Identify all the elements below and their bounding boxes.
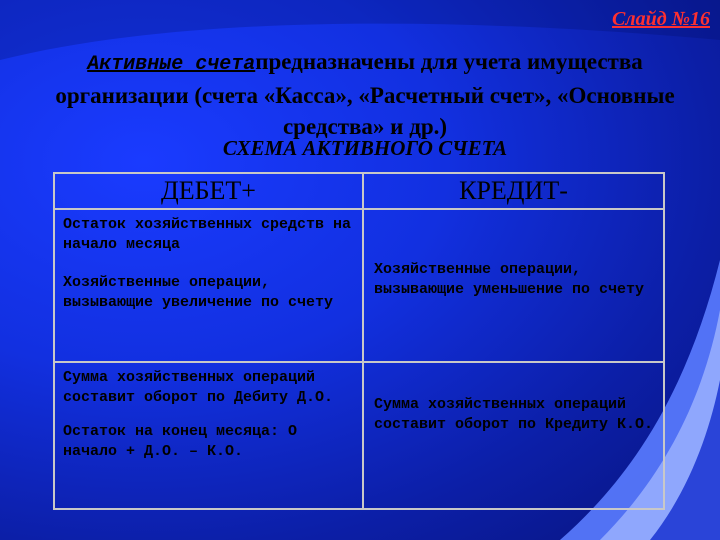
debit-turnover: Сумма хозяйственных операций составит оборот по Дебиту Д.О. [63, 369, 334, 406]
account-scheme-table [53, 172, 665, 510]
intro-term: Активные счета [87, 53, 256, 76]
slide-number: Слайд №16 [612, 8, 710, 30]
credit-header-label: КРЕДИТ- [459, 176, 568, 205]
debit-header [54, 173, 363, 209]
credit-bottom-cell [363, 362, 664, 509]
intro-text [40, 46, 690, 142]
credit-decrease: Хозяйственные операции, вызывающие уменьшение по счету [374, 260, 645, 298]
intro-body: предназначены для учета имущества организации (счета «Касса», «Расчетный счет», «Основные средства» и др.) [55, 49, 675, 139]
credit-top-cell [363, 209, 664, 362]
credit-turnover: Сумма хозяйственных операций составит оборот по Кредиту К.О. [374, 396, 654, 433]
debit-opening-balance: Остаток хозяйственных средств на начало месяца [63, 216, 352, 253]
debit-bottom-cell [54, 362, 363, 509]
debit-closing-balance: Остаток на конец месяца: О начало + Д.О. – К.О. [63, 423, 298, 460]
scheme-title: СХЕМА АКТИВНОГО СЧЕТА [222, 136, 508, 160]
debit-increase: Хозяйственные операции, вызывающие увеличение по счету [63, 274, 334, 311]
debit-top-cell [54, 209, 363, 362]
debit-header-label: ДЕБЕТ+ [161, 176, 256, 205]
credit-header [363, 173, 664, 209]
